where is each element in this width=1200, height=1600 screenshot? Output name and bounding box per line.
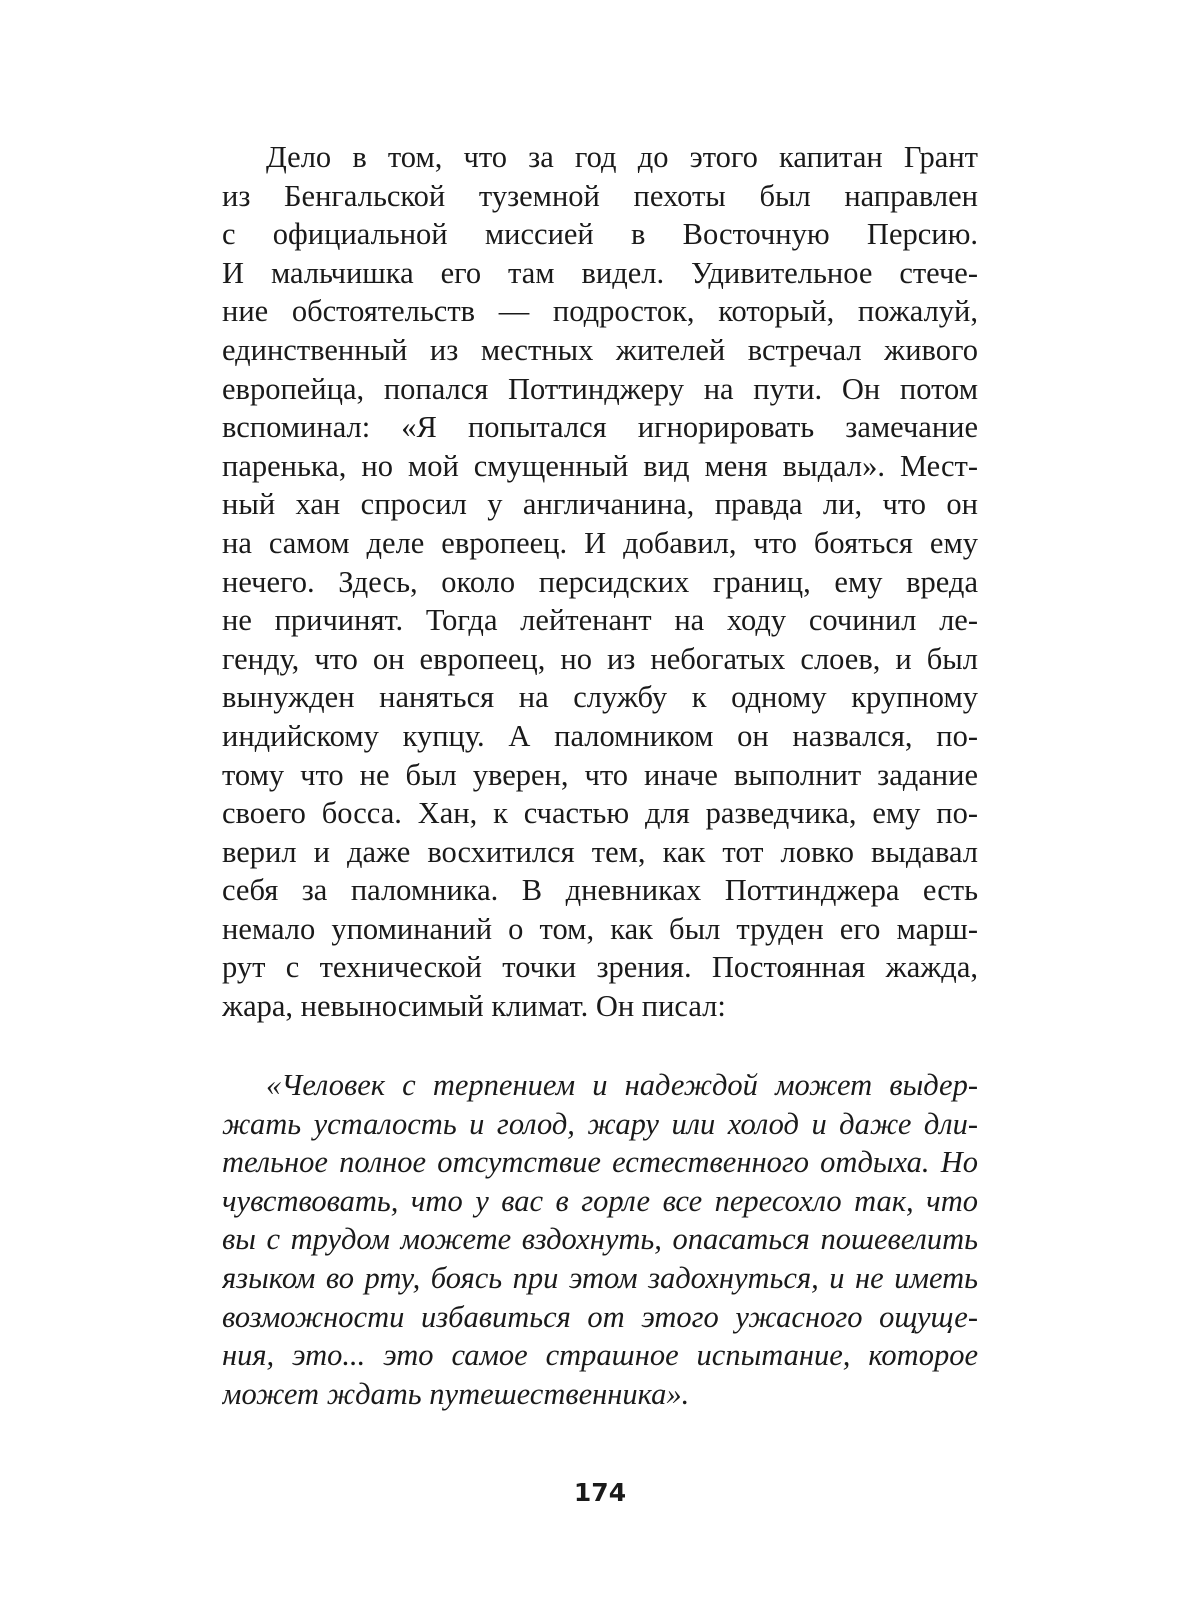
quote-line: языком во рту, боясь при этом задохнуться, и не иметь bbox=[222, 1260, 978, 1295]
quote-line: «Человек с терпением и надеждой может выдер- bbox=[266, 1068, 978, 1102]
text-line: вспоминал: «Я попытался игнорировать замечание bbox=[222, 410, 978, 445]
text-line: генду, что он европеец, но из небогатых слоев, и был bbox=[222, 641, 978, 676]
body-paragraph bbox=[222, 138, 978, 1026]
text-line: вынужден наняться на службу к одному крупному bbox=[222, 680, 978, 715]
quote-line: может ждать путешественника». bbox=[222, 1376, 690, 1411]
text-line: ние обстоятельств — подросток, который, пожалуй, bbox=[222, 294, 978, 329]
text-line: европейца, попался Поттинджеру на пути. Он потом bbox=[222, 371, 978, 406]
text-line: нечего. Здесь, около персидских границ, ему вреда bbox=[222, 564, 978, 599]
quote-line: вы с трудом можете вздохнуть, опасаться пошевелить bbox=[222, 1222, 978, 1257]
text-line: верил и даже восхитился тем, как тот ловко выдавал bbox=[222, 834, 978, 869]
text-line: тому что не был уверен, что иначе выполнит задание bbox=[222, 757, 978, 792]
quote-line: жать усталость и голод, жару или холод и даже дли- bbox=[222, 1106, 978, 1141]
text-line: рут с технической точки зрения. Постоянная жажда, bbox=[222, 950, 978, 985]
text-line: с официальной миссией в Восточную Персию. bbox=[222, 217, 978, 252]
quote-paragraph bbox=[222, 1066, 978, 1413]
text-line: на самом деле европеец. И добавил, что бояться ему bbox=[222, 525, 978, 560]
text-line: ный хан спросил у англичанина, правда ли, что он bbox=[222, 487, 978, 522]
text-line: себя за паломника. В дневниках Поттинджера есть bbox=[222, 873, 978, 908]
quote-line: ния, это... это самое страшное испытание, которое bbox=[222, 1338, 978, 1373]
text-line: жара, невыносимый климат. Он писал: bbox=[222, 989, 726, 1024]
text-line: своего босса. Хан, к счастью для разведчика, ему по- bbox=[222, 796, 978, 831]
text-line: не причинят. Тогда лейтенант на ходу сочинил ле- bbox=[222, 603, 978, 638]
text-line: И мальчишка его там видел. Удивительное стече- bbox=[222, 255, 978, 290]
quote-line: тельное полное отсутствие естественного отдыха. Но bbox=[222, 1145, 978, 1180]
text-line: из Бенгальской туземной пехоты был направлен bbox=[222, 178, 978, 213]
quote-line: возможности избавиться от этого ужасного ощуще- bbox=[222, 1299, 978, 1334]
text-line: Дело в том, что за год до этого капитан Грант bbox=[266, 140, 978, 174]
page-number: 174 bbox=[573, 1478, 627, 1507]
quote-line: чувствовать, что у вас в горле все пересохло так, что bbox=[222, 1183, 978, 1218]
text-line: единственный из местных жителей встречал живого bbox=[222, 332, 978, 367]
text-line: индийскому купцу. А паломником он назвался, по- bbox=[222, 718, 978, 753]
text-line: немало упоминаний о том, как был труден его марш- bbox=[222, 911, 978, 946]
text-line: паренька, но мой смущенный вид меня выдал». Мест- bbox=[222, 448, 978, 483]
